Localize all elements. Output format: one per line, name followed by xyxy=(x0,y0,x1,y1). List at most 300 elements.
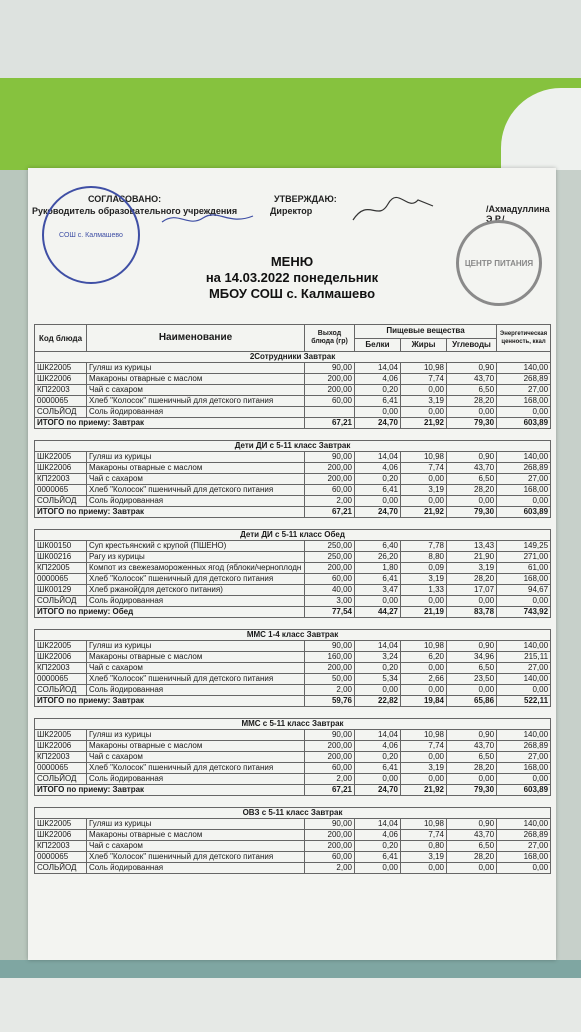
table-cell: 6,20 xyxy=(401,652,447,663)
gap-cell xyxy=(35,796,551,808)
table-cell: 13,43 xyxy=(447,541,497,552)
table-cell: СОЛЬЙОД xyxy=(35,774,87,785)
table-cell: 28,20 xyxy=(447,485,497,496)
header-name: Наименование xyxy=(87,325,305,352)
table-row xyxy=(35,763,551,774)
total-label: ИТОГО по приему: Завтрак xyxy=(35,785,305,796)
table-cell: 60,00 xyxy=(305,852,355,863)
table-cell: 200,00 xyxy=(305,463,355,474)
table-cell: Макароны отварные с маслом xyxy=(87,741,305,752)
table-cell: 200,00 xyxy=(305,841,355,852)
table-cell: ШК22006 xyxy=(35,652,87,663)
table-cell: 4,06 xyxy=(355,830,401,841)
header-code: Код блюда xyxy=(35,325,87,352)
table-cell: 2,00 xyxy=(305,863,355,874)
table-cell: 28,20 xyxy=(447,763,497,774)
table-cell: Макароны отварные с маслом xyxy=(87,830,305,841)
table-cell: 200,00 xyxy=(305,663,355,674)
table-cell: 28,20 xyxy=(447,852,497,863)
total-cell: 79,30 xyxy=(447,418,497,429)
approve-title: УТВЕРЖДАЮ: xyxy=(274,194,337,204)
table-cell: 0,00 xyxy=(401,774,447,785)
menu-table xyxy=(34,324,551,874)
total-cell: 21,92 xyxy=(401,418,447,429)
total-cell: 67,21 xyxy=(305,418,355,429)
total-cell: 24,70 xyxy=(355,785,401,796)
signature-director xyxy=(348,192,438,228)
table-cell: 3,19 xyxy=(401,763,447,774)
table-cell: Чай с сахаром xyxy=(87,474,305,485)
agreed-role: Руководитель образовательного учреждения xyxy=(32,206,238,216)
table-cell: 3,00 xyxy=(305,596,355,607)
table-cell: 0000065 xyxy=(35,485,87,496)
table-row xyxy=(35,574,551,585)
total-row xyxy=(35,507,551,518)
table-cell: 168,00 xyxy=(497,396,551,407)
table-row xyxy=(35,541,551,552)
table-cell: Хлеб "Колосок" пшеничный для детского питания xyxy=(87,674,305,685)
table-row xyxy=(35,385,551,396)
table-cell: 90,00 xyxy=(305,730,355,741)
total-cell: 21,92 xyxy=(401,507,447,518)
table-cell: Соль йодированная xyxy=(87,407,305,418)
total-row xyxy=(35,696,551,707)
wall-background xyxy=(0,0,581,78)
table-cell: 0,00 xyxy=(355,863,401,874)
table-row xyxy=(35,585,551,596)
table-cell: Макароны отварные с маслом xyxy=(87,463,305,474)
total-cell: 24,70 xyxy=(355,507,401,518)
header-yield: Выход блюда (гр) xyxy=(305,325,355,352)
total-cell: 65,86 xyxy=(447,696,497,707)
table-cell: КП22003 xyxy=(35,385,87,396)
table-cell: 10,98 xyxy=(401,730,447,741)
total-cell: 24,70 xyxy=(355,418,401,429)
table-cell: 0,80 xyxy=(401,841,447,852)
table-cell: 17,07 xyxy=(447,585,497,596)
table-cell: 6,41 xyxy=(355,574,401,585)
table-row xyxy=(35,730,551,741)
section-title: ОВЗ с 5-11 класс Завтрак xyxy=(35,808,551,819)
table-cell: Соль йодированная xyxy=(87,685,305,696)
table-cell: Хлеб "Колосок" пшеничный для детского питания xyxy=(87,852,305,863)
section-title: ММС 1-4 класс Завтрак xyxy=(35,630,551,641)
table-cell: 43,70 xyxy=(447,830,497,841)
table-cell: 0,00 xyxy=(355,496,401,507)
section-title: Дети ДИ с 5-11 класс Обед xyxy=(35,530,551,541)
gap-cell xyxy=(35,618,551,630)
green-wall-band xyxy=(0,78,581,170)
table-cell: 268,89 xyxy=(497,463,551,474)
total-cell: 83,78 xyxy=(447,607,497,618)
table-row xyxy=(35,741,551,752)
table-cell: ШК22005 xyxy=(35,641,87,652)
table-cell: 14,04 xyxy=(355,641,401,652)
table-cell: 90,00 xyxy=(305,819,355,830)
table-cell: 2,66 xyxy=(401,674,447,685)
table-row xyxy=(35,374,551,385)
table-cell: ШК22005 xyxy=(35,819,87,830)
table-cell: 0,00 xyxy=(497,774,551,785)
table-cell: 43,70 xyxy=(447,374,497,385)
table-cell: 0000065 xyxy=(35,763,87,774)
table-cell: 200,00 xyxy=(305,752,355,763)
table-cell: Суп крестьянский с крупой (ПШЕНО) xyxy=(87,541,305,552)
table-cell: ШК22005 xyxy=(35,730,87,741)
table-row xyxy=(35,752,551,763)
gap-row xyxy=(35,796,551,808)
header-protein: Белки xyxy=(355,338,401,352)
total-cell: 21,92 xyxy=(401,785,447,796)
table-cell: СОЛЬЙОД xyxy=(35,596,87,607)
table-cell: ШК00150 xyxy=(35,541,87,552)
table-cell: 0,00 xyxy=(497,863,551,874)
table-cell: 3,24 xyxy=(355,652,401,663)
table-cell: 6,50 xyxy=(447,841,497,852)
table-cell: 0,00 xyxy=(355,596,401,607)
table-cell: КП22003 xyxy=(35,841,87,852)
table-cell: 8,80 xyxy=(401,552,447,563)
table-row xyxy=(35,685,551,696)
total-cell: 67,21 xyxy=(305,507,355,518)
table-cell: 90,00 xyxy=(305,641,355,652)
table-cell: 0000065 xyxy=(35,574,87,585)
signature-head xyxy=(158,208,258,232)
table-cell: 0,00 xyxy=(401,663,447,674)
table-cell: 268,89 xyxy=(497,374,551,385)
total-row xyxy=(35,785,551,796)
stamp-food-center-text: ЦЕНТР ПИТАНИЯ xyxy=(464,258,534,268)
total-cell: 603,89 xyxy=(497,785,551,796)
table-row xyxy=(35,563,551,574)
table-row xyxy=(35,485,551,496)
table-cell: 140,00 xyxy=(497,819,551,830)
table-cell: 0,00 xyxy=(497,596,551,607)
table-cell: 0,00 xyxy=(447,596,497,607)
board-right-edge xyxy=(556,170,581,970)
table-cell: 3,19 xyxy=(401,574,447,585)
table-row xyxy=(35,841,551,852)
table-cell: 168,00 xyxy=(497,852,551,863)
table-cell: 3,19 xyxy=(401,485,447,496)
total-label: ИТОГО по приему: Завтрак xyxy=(35,418,305,429)
table-cell: 10,98 xyxy=(401,363,447,374)
table-cell: 1,33 xyxy=(401,585,447,596)
total-cell: 79,30 xyxy=(447,507,497,518)
table-cell: КП22003 xyxy=(35,752,87,763)
table-cell: 3,19 xyxy=(447,563,497,574)
table-cell: 4,06 xyxy=(355,374,401,385)
table-cell: 200,00 xyxy=(305,741,355,752)
table-cell: Гуляш из курицы xyxy=(87,819,305,830)
table-cell: 0,00 xyxy=(401,685,447,696)
table-cell: 0,00 xyxy=(447,407,497,418)
table-cell: 7,74 xyxy=(401,741,447,752)
table-cell: 6,50 xyxy=(447,385,497,396)
table-cell: 0000065 xyxy=(35,852,87,863)
header-carbs: Углеводы xyxy=(447,338,497,352)
menu-school: МБОУ СОШ с. Калмашево xyxy=(208,286,376,301)
table-cell: 0,00 xyxy=(401,496,447,507)
table-cell: 14,04 xyxy=(355,363,401,374)
table-cell: 94,67 xyxy=(497,585,551,596)
section-title: Дети ДИ с 5-11 класс Завтрак xyxy=(35,441,551,452)
table-cell: 200,00 xyxy=(305,563,355,574)
table-cell: 140,00 xyxy=(497,730,551,741)
table-cell: 2,00 xyxy=(305,774,355,785)
table-cell: 27,00 xyxy=(497,474,551,485)
table-cell: 0,00 xyxy=(401,385,447,396)
table-cell: 268,89 xyxy=(497,741,551,752)
table-cell: КП22003 xyxy=(35,663,87,674)
table-cell: 168,00 xyxy=(497,763,551,774)
table-cell: 0,00 xyxy=(497,496,551,507)
table-cell: Гуляш из курицы xyxy=(87,363,305,374)
table-row xyxy=(35,474,551,485)
gap-cell xyxy=(35,429,551,441)
table-cell: Чай с сахаром xyxy=(87,663,305,674)
table-cell: 0,09 xyxy=(401,563,447,574)
table-cell: 43,70 xyxy=(447,741,497,752)
table-cell: Гуляш из курицы xyxy=(87,730,305,741)
table-cell: КП22003 xyxy=(35,474,87,485)
table-cell: Соль йодированная xyxy=(87,596,305,607)
total-cell: 79,30 xyxy=(447,785,497,796)
total-cell: 59,76 xyxy=(305,696,355,707)
table-cell: 140,00 xyxy=(497,363,551,374)
table-cell: 10,98 xyxy=(401,819,447,830)
table-cell: 0,00 xyxy=(401,407,447,418)
table-cell: 215,11 xyxy=(497,652,551,663)
total-cell: 19,84 xyxy=(401,696,447,707)
total-label: ИТОГО по приему: Обед xyxy=(35,607,305,618)
table-cell: 21,90 xyxy=(447,552,497,563)
table-row xyxy=(35,830,551,841)
table-cell: 27,00 xyxy=(497,752,551,763)
table-cell: 149,25 xyxy=(497,541,551,552)
total-cell: 522,11 xyxy=(497,696,551,707)
table-cell: Соль йодированная xyxy=(87,774,305,785)
table-cell: Макароны отварные с маслом xyxy=(87,374,305,385)
section-title: ММС с 5-11 класс Завтрак xyxy=(35,719,551,730)
header-energy: Энергетическая ценность, ккал xyxy=(497,325,551,352)
table-row xyxy=(35,496,551,507)
table-cell: 7,74 xyxy=(401,830,447,841)
table-row xyxy=(35,552,551,563)
table-cell: Чай с сахаром xyxy=(87,385,305,396)
table-cell: ШК00216 xyxy=(35,552,87,563)
menu-sheet xyxy=(28,168,556,960)
gap-cell xyxy=(35,707,551,719)
table-cell: 14,04 xyxy=(355,730,401,741)
table-cell: ШК22006 xyxy=(35,830,87,841)
total-cell: 22,82 xyxy=(355,696,401,707)
menu-date: на 14.03.2022 понедельник xyxy=(205,270,379,285)
total-cell: 743,92 xyxy=(497,607,551,618)
table-cell: 168,00 xyxy=(497,574,551,585)
table-cell: 160,00 xyxy=(305,652,355,663)
table-cell: 0,90 xyxy=(447,363,497,374)
table-cell: 43,70 xyxy=(447,463,497,474)
table-cell: ШК22005 xyxy=(35,363,87,374)
table-cell: 0,00 xyxy=(447,774,497,785)
total-cell: 44,27 xyxy=(355,607,401,618)
table-row xyxy=(35,652,551,663)
table-cell: 6,41 xyxy=(355,485,401,496)
table-cell: 268,89 xyxy=(497,830,551,841)
table-cell: 0,00 xyxy=(401,596,447,607)
table-cell: 0,00 xyxy=(355,774,401,785)
table-cell: 0,00 xyxy=(401,474,447,485)
section-row xyxy=(35,530,551,541)
table-cell: 0,20 xyxy=(355,474,401,485)
table-cell: СОЛЬЙОД xyxy=(35,496,87,507)
table-row xyxy=(35,596,551,607)
gap-cell xyxy=(35,518,551,530)
table-cell: 0,90 xyxy=(447,452,497,463)
table-cell: 200,00 xyxy=(305,474,355,485)
menu-body xyxy=(35,352,551,874)
table-cell: 0,20 xyxy=(355,841,401,852)
menu-title: МЕНЮ xyxy=(270,254,314,269)
table-cell: ШК22006 xyxy=(35,741,87,752)
table-cell: 60,00 xyxy=(305,396,355,407)
table-cell: 5,34 xyxy=(355,674,401,685)
table-cell: 6,41 xyxy=(355,852,401,863)
table-cell: 0,00 xyxy=(447,496,497,507)
table-cell: 6,50 xyxy=(447,474,497,485)
table-cell: ШК22006 xyxy=(35,374,87,385)
table-cell: 140,00 xyxy=(497,674,551,685)
gap-row xyxy=(35,518,551,530)
table-cell: 271,00 xyxy=(497,552,551,563)
table-row xyxy=(35,663,551,674)
header-fat: Жиры xyxy=(401,338,447,352)
table-cell: 0,90 xyxy=(447,819,497,830)
table-row xyxy=(35,819,551,830)
table-cell: 0,00 xyxy=(447,685,497,696)
table-cell: 2,00 xyxy=(305,496,355,507)
table-cell: Макароны отварные с маслом xyxy=(87,652,305,663)
table-cell: 7,74 xyxy=(401,374,447,385)
table-row xyxy=(35,463,551,474)
table-cell: 6,41 xyxy=(355,763,401,774)
section-title: 2Сотрудники Завтрак xyxy=(35,352,551,363)
table-cell: 0,90 xyxy=(447,730,497,741)
table-cell: ШК22005 xyxy=(35,452,87,463)
table-cell: СОЛЬЙОД xyxy=(35,407,87,418)
table-cell: 61,00 xyxy=(497,563,551,574)
approve-name: /Ахмадуллина Э.Р./ xyxy=(486,204,550,224)
section-row xyxy=(35,808,551,819)
table-cell: Хлеб "Колосок" пшеничный для детского питания xyxy=(87,485,305,496)
table-cell: СОЛЬЙОД xyxy=(35,685,87,696)
table-row xyxy=(35,363,551,374)
table-cell: 10,98 xyxy=(401,641,447,652)
table-cell: 200,00 xyxy=(305,374,355,385)
table-cell: Чай с сахаром xyxy=(87,752,305,763)
table-cell: 0,20 xyxy=(355,752,401,763)
table-row xyxy=(35,852,551,863)
table-cell: Соль йодированная xyxy=(87,496,305,507)
table-cell: 2,00 xyxy=(305,685,355,696)
section-row xyxy=(35,441,551,452)
table-row xyxy=(35,641,551,652)
table-cell: 90,00 xyxy=(305,363,355,374)
table-cell: 0,00 xyxy=(355,685,401,696)
gap-row xyxy=(35,707,551,719)
section-row xyxy=(35,630,551,641)
table-cell: 0,00 xyxy=(401,752,447,763)
table-cell: 34,96 xyxy=(447,652,497,663)
table-row xyxy=(35,452,551,463)
table-cell: 0,00 xyxy=(401,863,447,874)
table-cell: 0000065 xyxy=(35,674,87,685)
gap-row xyxy=(35,429,551,441)
table-cell: 27,00 xyxy=(497,841,551,852)
table-cell: 7,74 xyxy=(401,463,447,474)
table-cell: 1,80 xyxy=(355,563,401,574)
table-row xyxy=(35,407,551,418)
table-cell: Хлеб ржаной(для детского питания) xyxy=(87,585,305,596)
total-label: ИТОГО по приему: Завтрак xyxy=(35,507,305,518)
table-cell: 23,50 xyxy=(447,674,497,685)
table-cell: 0000065 xyxy=(35,396,87,407)
total-cell: 77,54 xyxy=(305,607,355,618)
table-cell: 50,00 xyxy=(305,674,355,685)
table-cell xyxy=(305,407,355,418)
table-cell: 0,20 xyxy=(355,385,401,396)
table-cell: 200,00 xyxy=(305,385,355,396)
total-cell: 603,89 xyxy=(497,507,551,518)
table-row xyxy=(35,674,551,685)
board-frame xyxy=(0,960,581,978)
agreed-title: СОГЛАСОВАНО: xyxy=(88,194,162,204)
table-cell: СОЛЬЙОД xyxy=(35,863,87,874)
table-cell: 6,40 xyxy=(355,541,401,552)
table-row xyxy=(35,774,551,785)
table-cell: Компот из свежезамороженных ягод (яблоки/черноплодн xyxy=(87,563,305,574)
board-left-edge xyxy=(0,170,28,970)
gap-row xyxy=(35,618,551,630)
section-row xyxy=(35,352,551,363)
table-cell: 0,20 xyxy=(355,663,401,674)
table-cell: 26,20 xyxy=(355,552,401,563)
approve-role: Директор xyxy=(270,206,313,216)
table-cell: 28,20 xyxy=(447,396,497,407)
table-cell: Хлеб "Колосок" пшеничный для детского питания xyxy=(87,396,305,407)
table-cell: 6,50 xyxy=(447,752,497,763)
table-cell: 27,00 xyxy=(497,385,551,396)
table-cell: 140,00 xyxy=(497,452,551,463)
table-cell: Гуляш из курицы xyxy=(87,452,305,463)
table-cell: 200,00 xyxy=(305,830,355,841)
table-cell: 0,00 xyxy=(355,407,401,418)
table-cell: КП22005 xyxy=(35,563,87,574)
table-row xyxy=(35,863,551,874)
table-cell: 0,90 xyxy=(447,641,497,652)
table-cell: 3,47 xyxy=(355,585,401,596)
table-row xyxy=(35,396,551,407)
table-cell: 4,06 xyxy=(355,741,401,752)
table-cell: 27,00 xyxy=(497,663,551,674)
total-cell: 67,21 xyxy=(305,785,355,796)
table-cell: 14,04 xyxy=(355,452,401,463)
total-cell: 21,19 xyxy=(401,607,447,618)
table-cell: Гуляш из курицы xyxy=(87,641,305,652)
table-cell: Хлеб "Колосок" пшеничный для детского питания xyxy=(87,574,305,585)
section-row xyxy=(35,719,551,730)
